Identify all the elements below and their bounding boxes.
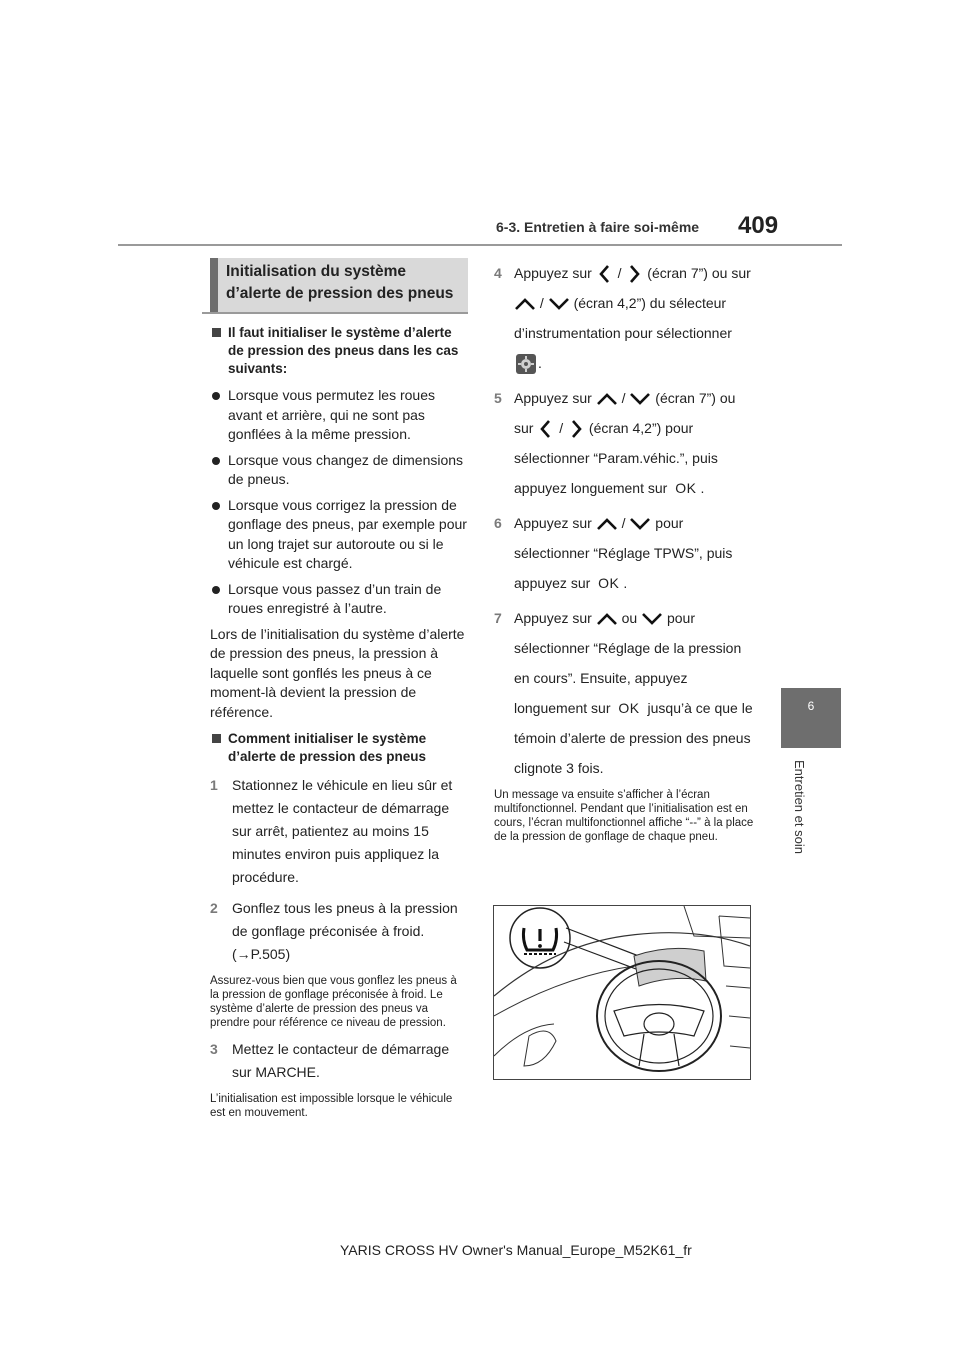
step-7: 7 Appuyez sur ou pour sélectionner “Réglage de la pression en cours”. Ensuite, appuyez longuement sur OK jusqu’à ce que le témoin d’alerte de pression des pneus clignote 3 fois.: [494, 610, 753, 776]
footer-text: YARIS CROSS HV Owner's Manual_Europe_M52K61_fr: [340, 1242, 692, 1258]
step-4: 4 Appuyez sur / (écran 7”) ou sur / (écran 4,2”) du sélecteur d’instrumentation pour sélectionner .: [494, 258, 756, 378]
chapter-label: Entretien et soin: [792, 760, 807, 854]
chevron-right-icon: [567, 419, 585, 439]
square-bullet-icon: [212, 328, 221, 337]
section-title: 6-3. Entretien à faire soi-même: [496, 219, 700, 235]
bullet-dot-icon: [212, 586, 220, 594]
chevron-down-icon: [629, 392, 651, 406]
left-column: [210, 258, 468, 1128]
reference-paragraph: Lors de l’initialisation du système d’alerte de pression des pneus, la pression à laquelle sont gonflés les pneus à ce moment-là devient la pression de référence.: [210, 625, 465, 720]
list-item: Lorsque vous corrigez la pression de gonflage des pneus, par exemple pour un long trajet sur autoroute ou si le véhicule est chargé.: [210, 496, 468, 574]
chevron-left-icon: [596, 264, 614, 284]
dashboard-illustration: [493, 905, 751, 1080]
section-heading: Initialisation du système d’alerte de pression des pneus: [210, 258, 468, 312]
chevron-left-icon: [537, 419, 555, 439]
chevron-down-icon: [641, 612, 663, 626]
settings-gear-icon: [516, 354, 536, 374]
square-bullet-icon: [212, 734, 221, 743]
bullet-dot-icon: [212, 502, 220, 510]
right-column: [494, 258, 756, 852]
subheading-how-to: Comment initialiser le système d’alerte de pression des pneus: [210, 730, 468, 766]
chapter-number: 6: [807, 699, 815, 713]
bullet-dot-icon: [212, 457, 220, 465]
chapter-tab: [781, 688, 841, 748]
chevron-up-icon: [596, 392, 618, 406]
heading-divider: [202, 312, 468, 314]
list-item: Lorsque vous passez d’un train de roues enregistré à l’autre.: [210, 580, 468, 619]
subheading-cases: Il faut initialiser le système d’alerte de pression des pneus dans les cas suivants:: [210, 324, 468, 378]
steering-wheel-drawing: [494, 906, 750, 1079]
chevron-right-icon: [625, 264, 643, 284]
list-item: Lorsque vous changez de dimensions de pneus.: [210, 451, 468, 490]
step-2: 2 Gonflez tous les pneus à la pression de gonflage préconisée à froid. (→P.505): [210, 900, 458, 962]
ok-button-icon: OK: [598, 575, 620, 591]
step-3-note: L’initialisation est impossible lorsque le véhicule est en mouvement.: [210, 1093, 453, 1119]
page-number: 409: [738, 212, 779, 239]
header-divider: [118, 244, 842, 246]
step-5: 5 Appuyez sur / (écran 7”) ou sur / (écran 4,2”) pour sélectionner “Param.véhic.”, puis appuyez longuement sur OK .: [494, 383, 756, 503]
step-3: 3 Mettez le contacteur de démarrage sur MARCHE.: [210, 1041, 450, 1080]
list-item: Lorsque vous permutez les roues avant et arrière, qui ne sont pas gonflées à la même pression.: [210, 386, 468, 445]
step-1: 1 Stationnez le véhicule en lieu sûr et mettez le contacteur de démarrage sur arrêt, patientez au moins 15 minutes environ puis appliquez la procédure.: [210, 777, 453, 885]
ok-button-icon: OK: [618, 700, 640, 716]
ok-button-icon: OK: [675, 480, 697, 496]
step-7-note: Un message va ensuite s’afficher à l’écran multifonctionnel. Pendant que l’initialisation est en cours, l’écran multifonctionnel affiche “--” à la place de la pression de gonflage de chaque pneu.: [494, 789, 754, 843]
chevron-down-icon: [629, 517, 651, 531]
chevron-up-icon: [596, 612, 618, 626]
chevron-up-icon: [514, 297, 536, 311]
bullet-dot-icon: [212, 392, 220, 400]
chevron-down-icon: [548, 297, 570, 311]
chevron-up-icon: [596, 517, 618, 531]
step-6: 6 Appuyez sur / pour sélectionner “Réglage TPWS”, puis appuyez sur OK .: [494, 508, 756, 598]
step-2-note: Assurez-vous bien que vous gonflez les pneus à la pression de gonflage préconisée à froid. Le système d’alerte de pression des pneus va prendre pour référence ce niveau de pression.: [210, 975, 457, 1029]
